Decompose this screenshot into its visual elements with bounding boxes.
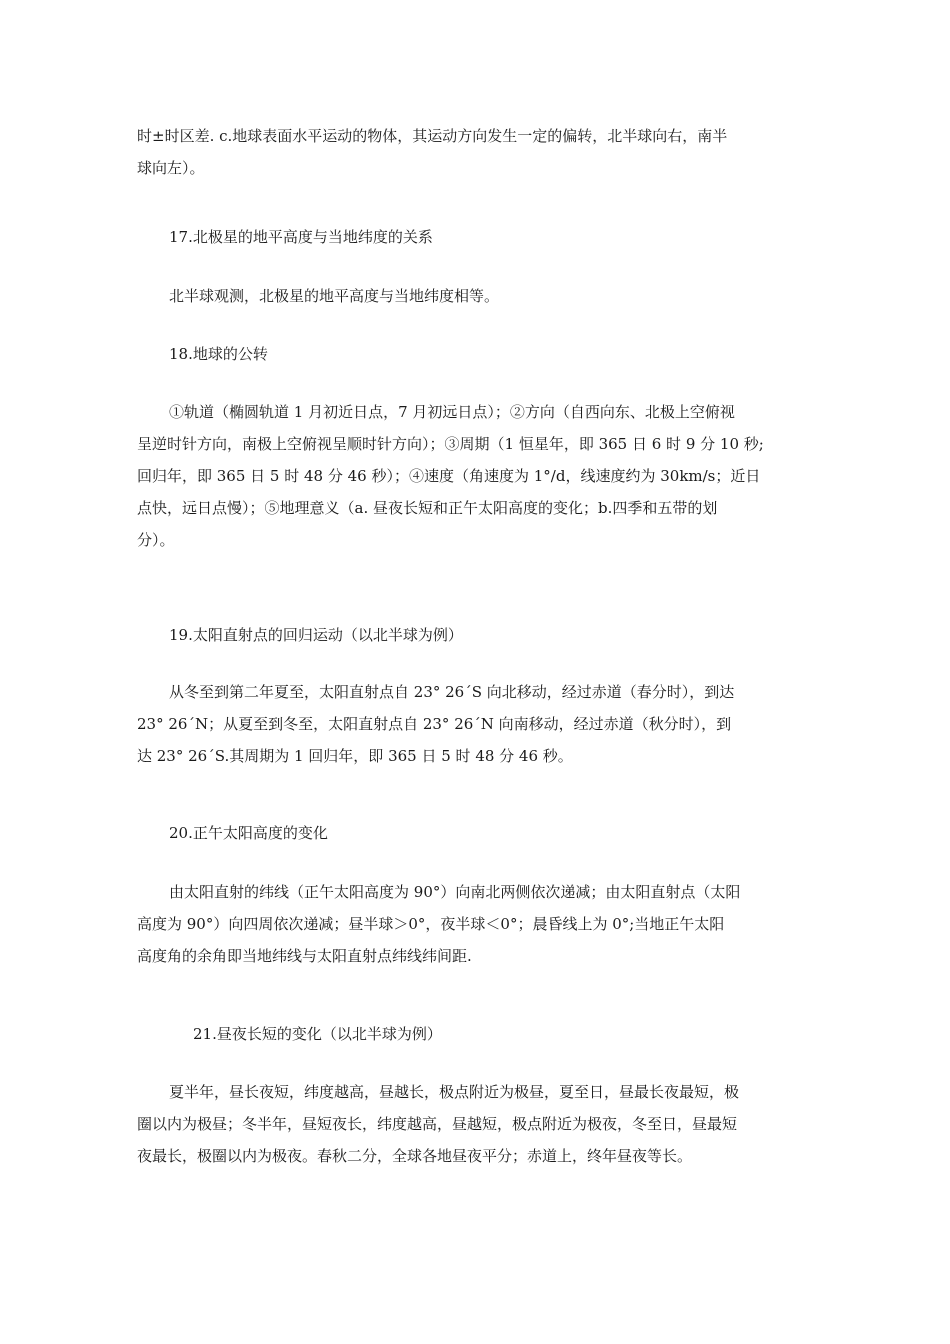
- text-line: 高度角的余角即当地纬线与太阳直射点纬线纬间距.: [137, 947, 472, 965]
- paragraph-17: [137, 280, 817, 312]
- text-line: 回归年，即 365 日 5 时 48 分 46 秒）；④速度（角速度为 1°/d，线速度约为 30km/s；近日: [137, 467, 761, 485]
- text-line: 分）。: [137, 531, 175, 549]
- text-line: 由太阳直射的纬线（正午太阳高度为 90°）向南北两侧依次递减；由太阳直射点（太阳: [169, 883, 741, 901]
- heading-text: 19.太阳直射点的回归运动（以北半球为例）: [169, 626, 463, 644]
- text-line: ①轨道（椭圆轨道 1 月初近日点，7 月初远日点）；②方向（自西向东、北极上空俯视: [169, 403, 735, 421]
- text-line: 从冬至到第二年夏至，太阳直射点自 23° 26´S 向北移动，经过赤道（春分时），到达: [169, 683, 735, 701]
- paragraph-continuation: [137, 120, 817, 184]
- text-line: 圈以内为极昼；冬半年，昼短夜长，纬度越高，昼越短，极点附近为极夜，冬至日，昼最短: [137, 1115, 738, 1133]
- heading-21: [137, 1018, 817, 1050]
- heading-18: [137, 338, 817, 370]
- text-line: 点快，远日点慢）；⑤地理意义（a. 昼夜长短和正午太阳高度的变化；b.四季和五带的划: [137, 499, 718, 517]
- heading-text: 18.地球的公转: [169, 345, 268, 363]
- text-line: 时±时区差. c.地球表面水平运动的物体，其运动方向发生一定的偏转，北半球向右，南半: [137, 127, 728, 145]
- text-line: 呈逆时针方向，南极上空俯视呈顺时针方向）；③周期（1 恒星年，即 365 日 6 时 9 分 10 秒;: [137, 435, 764, 453]
- text-line: 夏半年，昼长夜短，纬度越高，昼越长，极点附近为极昼，夏至日，昼最长夜最短，极: [169, 1083, 740, 1101]
- text-line: 高度为 90°）向四周依次递减；昼半球＞0°，夜半球＜0°；晨昏线上为 0°;当地正午太阳: [137, 915, 725, 933]
- paragraph-18: [137, 396, 817, 556]
- paragraph-19: [137, 676, 817, 772]
- text-line: 北半球观测，北极星的地平高度与当地纬度相等。: [169, 287, 500, 305]
- heading-19: [137, 619, 817, 651]
- text-line: 达 23° 26´S.其周期为 1 回归年，即 365 日 5 时 48 分 46 秒。: [137, 747, 573, 765]
- text-line: 球向左）。: [137, 159, 205, 177]
- heading-text: 20.正午太阳高度的变化: [169, 824, 328, 842]
- heading-text: 17.北极星的地平高度与当地纬度的关系: [169, 228, 433, 246]
- text-line: 夜最长，极圈以内为极夜。春秋二分，全球各地昼夜平分；赤道上，终年昼夜等长。: [137, 1147, 693, 1165]
- paragraph-21: [137, 1076, 817, 1172]
- heading-17: [137, 221, 817, 253]
- heading-text: 21.昼夜长短的变化（以北半球为例）: [193, 1025, 442, 1043]
- paragraph-20: [137, 876, 817, 972]
- heading-20: [137, 817, 817, 849]
- text-line: 23° 26´N；从夏至到冬至，太阳直射点自 23° 26´N 向南移动，经过赤道（秋分时），到: [137, 715, 732, 733]
